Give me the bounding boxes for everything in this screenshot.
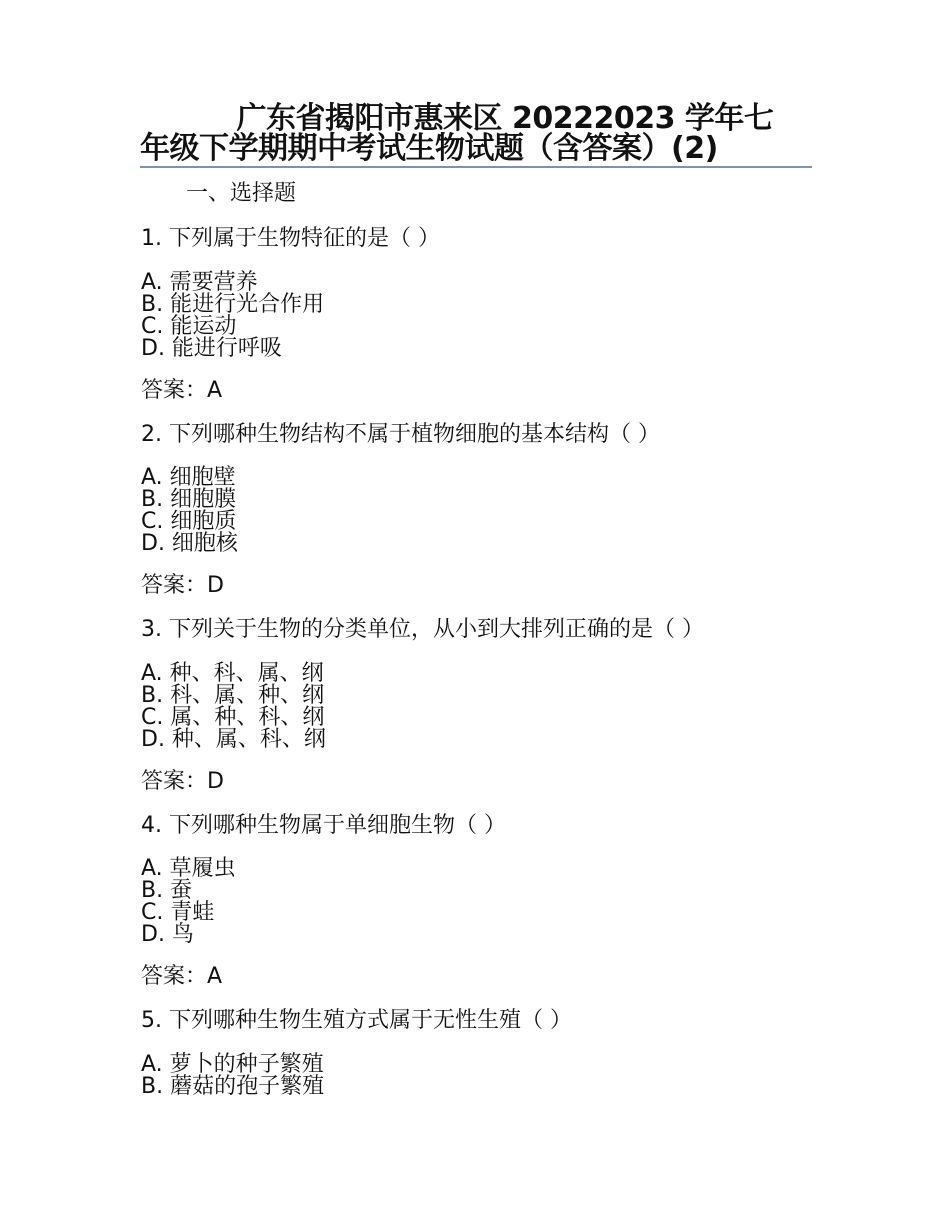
option-3b: B. 科、属、种、纲 — [141, 683, 325, 708]
option-1b: B. 能进行光合作用 — [141, 292, 325, 317]
option-4d: D. 鸟 — [141, 922, 194, 947]
option-1a: A. 需要营养 — [141, 270, 258, 295]
option-4c: C. 青蛙 — [141, 900, 215, 925]
option-3d: D. 种、属、科、纲 — [141, 727, 326, 752]
question-options-4 — [141, 858, 236, 946]
option-3c: C. 属、种、科、纲 — [141, 705, 325, 730]
question-stem-5: 5. 下列哪种生物生殖方式属于无性生殖（ ） — [141, 1008, 572, 1033]
section-heading: 一、选择题 — [186, 181, 297, 206]
question-stem-4: 4. 下列哪种生物属于单细胞生物（ ） — [141, 813, 506, 838]
option-4a: A. 草履虫 — [141, 856, 236, 881]
answer-2: 答案：D — [141, 573, 224, 598]
option-4b: B. 蚕 — [141, 878, 193, 903]
question-stem-1: 1. 下列属于生物特征的是（ ） — [141, 226, 440, 251]
question-stem-3: 3. 下列关于生物的分类单位，从小到大排列正确的是（ ） — [141, 617, 704, 642]
answer-1: 答案：A — [141, 378, 223, 403]
option-2b: B. 细胞膜 — [141, 487, 237, 512]
title-line-2: 年级下学期期中考试生物试题（含答案）(2) — [140, 131, 718, 166]
option-5b: B. 蘑菇的孢子繁殖 — [141, 1074, 325, 1099]
option-1c: C. 能运动 — [141, 314, 237, 339]
question-stem-2: 2. 下列哪种生物结构不属于植物细胞的基本结构（ ） — [141, 422, 660, 447]
question-options-5 — [141, 1054, 324, 1098]
option-5a: A. 萝卜的种子繁殖 — [141, 1052, 324, 1077]
option-3a: A. 种、科、属、纲 — [141, 661, 324, 686]
document-title — [140, 101, 812, 168]
question-options-2 — [141, 467, 238, 555]
question-options-1 — [141, 272, 324, 360]
question-options-3 — [141, 663, 326, 751]
option-2c: C. 细胞质 — [141, 509, 237, 534]
answer-3: 答案：D — [141, 769, 224, 794]
option-2a: A. 细胞壁 — [141, 465, 236, 490]
title-line-1: 广东省揭阳市惠来区 20222023 学年七 — [236, 101, 774, 136]
option-1d: D. 能进行呼吸 — [141, 336, 282, 361]
option-2d: D. 细胞核 — [141, 531, 238, 556]
answer-4: 答案：A — [141, 964, 223, 989]
